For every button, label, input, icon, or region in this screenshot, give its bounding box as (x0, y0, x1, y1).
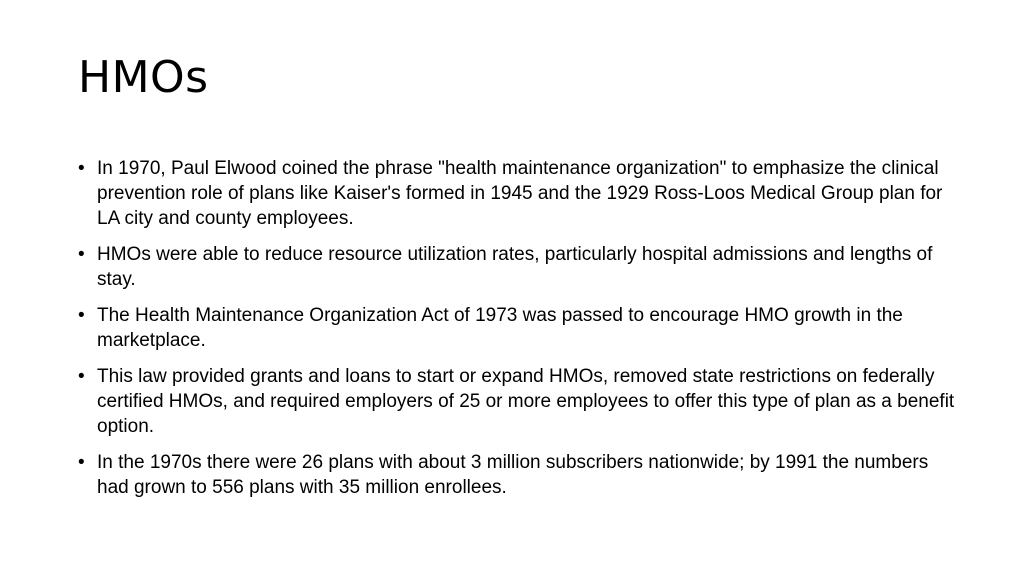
bullet-item (78, 450, 958, 500)
bullet-item (78, 156, 958, 231)
bullet-text: This law provided grants and loans to start or expand HMOs, removed state restrictions on federally certified HMOs, and required employers of 25 or more employees to offer this type of plan as a benefit option. (97, 366, 955, 437)
bullet-dot-icon: • (78, 158, 85, 179)
bullet-text: HMOs were able to reduce resource utilization rates, particularly hospital admissions and lengths of stay. (97, 244, 933, 290)
bullet-list (78, 156, 958, 511)
bullet-text: The Health Maintenance Organization Act of 1973 was passed to encourage HMO growth in the marketplace. (97, 305, 903, 351)
bullet-text: In the 1970s there were 26 plans with about 3 million subscribers nationwide; by 1991 the numbers had grown to 556 plans with 35 million enrollees. (97, 452, 929, 498)
bullet-dot-icon: • (78, 452, 85, 473)
bullet-dot-icon: • (78, 305, 85, 326)
bullet-item (78, 303, 958, 353)
bullet-item (78, 364, 958, 439)
bullet-text: In 1970, Paul Elwood coined the phrase "health maintenance organization" to emphasize the clinical prevention role of plans like Kaiser's formed in 1945 and the 1929 Ross-Loos Medical Group plan for LA city and county employees. (97, 158, 943, 229)
slide-title: HMOs (78, 52, 209, 103)
bullet-item (78, 242, 958, 292)
bullet-dot-icon: • (78, 366, 85, 387)
bullet-dot-icon: • (78, 244, 85, 265)
